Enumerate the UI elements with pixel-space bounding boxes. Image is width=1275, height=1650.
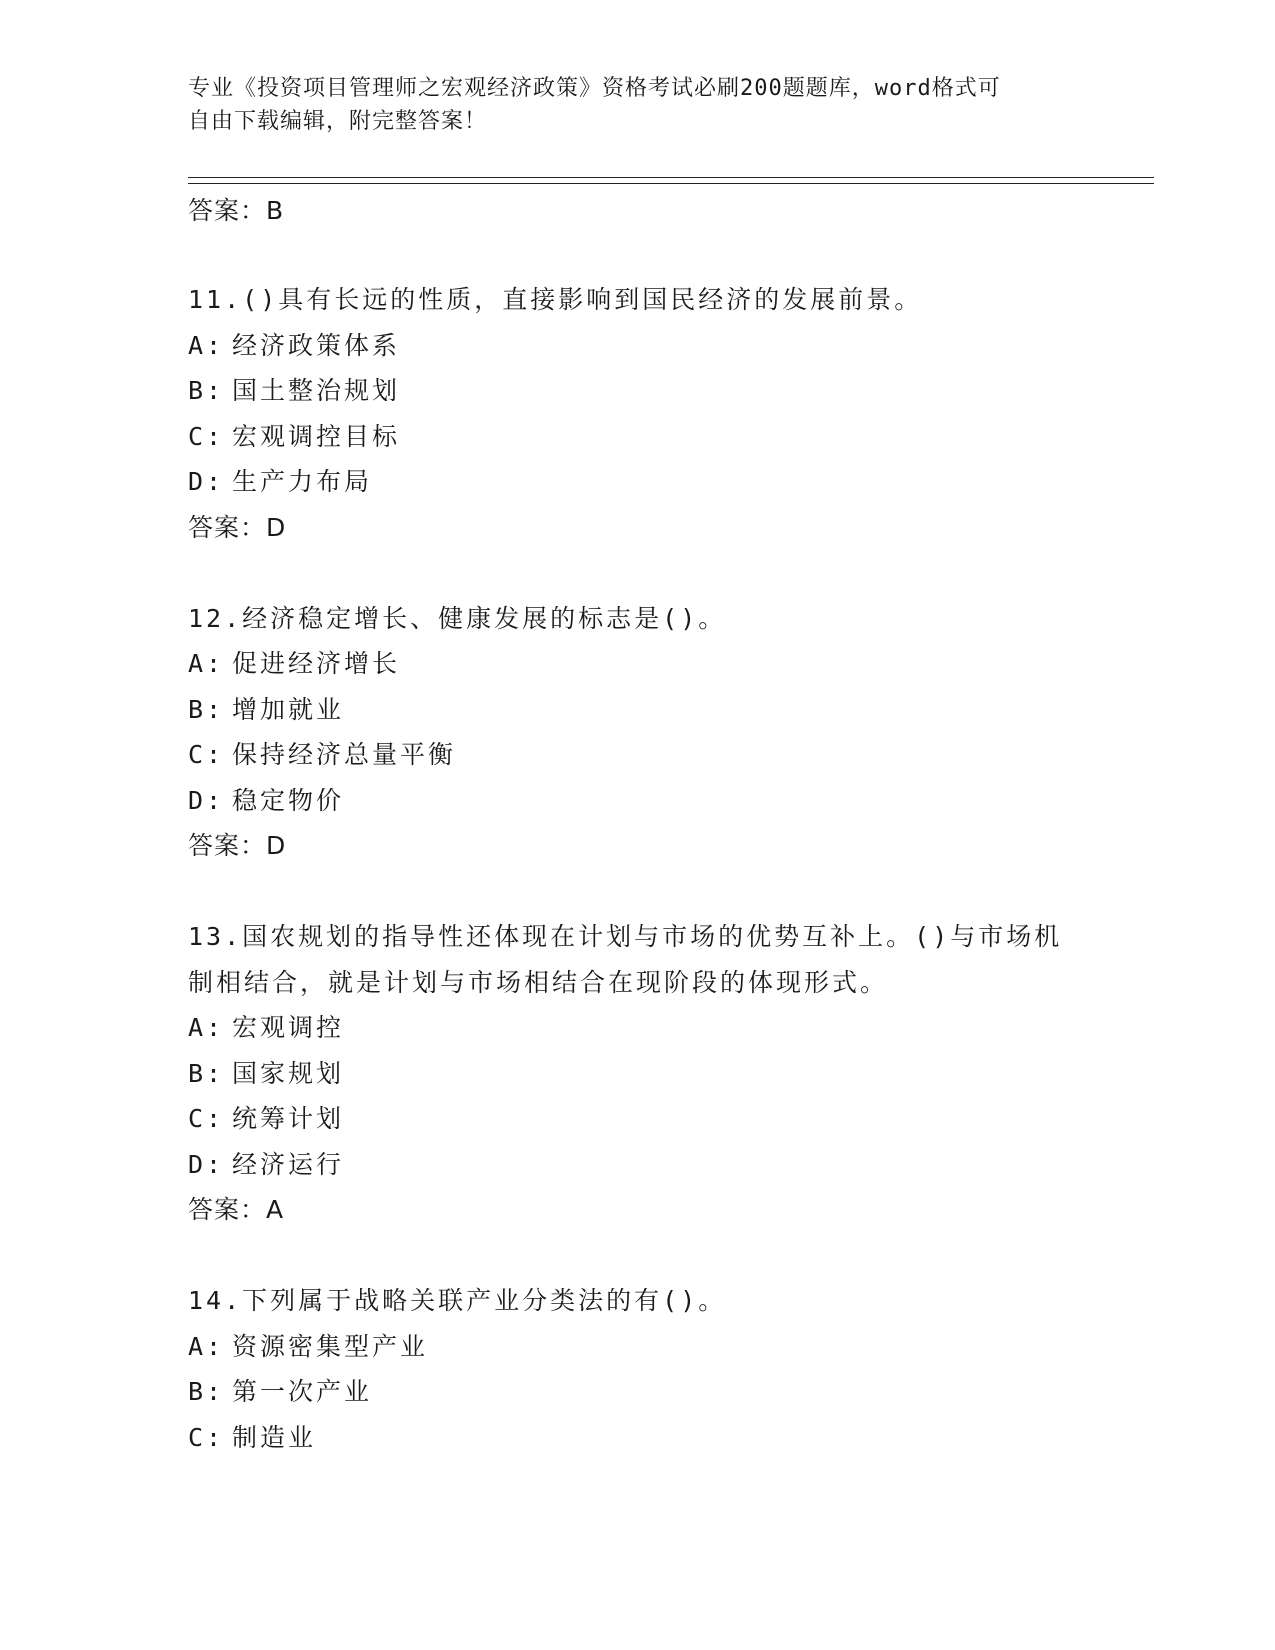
- previous-answer: 答案：B: [188, 196, 285, 225]
- option-text: 国家规划: [232, 1058, 345, 1088]
- option-letter: C:: [188, 1104, 225, 1133]
- option-c: [188, 732, 1088, 778]
- option-text: 促进经济增长: [232, 649, 401, 678]
- header-line-2: 自由下载编辑，附完整答案！: [188, 109, 488, 134]
- option-c: [188, 414, 1088, 460]
- question-stem: 13.国农规划的指导性还体现在计划与市场的优势互补上。()与市场机制相结合，就是计划与市场相结合在现阶段的体现形式。: [188, 922, 1063, 997]
- option-text: 宏观调控: [232, 1013, 345, 1042]
- option-text: 稳定物价: [232, 785, 345, 815]
- option-letter: B:: [188, 694, 225, 724]
- header-line-1: 专业《投资项目管理师之宏观经济政策》资格考试必刷200题题库，word格式可: [188, 76, 1001, 101]
- option-c: [188, 1096, 1088, 1142]
- question-12: [188, 596, 1088, 870]
- option-text: 生产力布局: [232, 467, 373, 496]
- option-text: 资源密集型产业: [232, 1331, 429, 1361]
- document-header: [188, 72, 1088, 138]
- option-text: 经济运行: [232, 1149, 345, 1179]
- option-d: [188, 1142, 1088, 1188]
- option-b: [188, 1369, 1088, 1415]
- option-a: [188, 1005, 1088, 1051]
- option-letter: B:: [188, 376, 225, 405]
- header-divider-top: [188, 177, 1154, 178]
- option-a: [188, 323, 1088, 369]
- option-letter: A:: [188, 1013, 225, 1042]
- option-b: [188, 1051, 1088, 1097]
- option-a: [188, 1324, 1088, 1370]
- option-text: 第一次产业: [232, 1377, 373, 1406]
- option-b: [188, 368, 1088, 414]
- option-text: 增加就业: [232, 694, 345, 724]
- option-text: 国土整治规划: [232, 376, 401, 405]
- option-letter: C:: [188, 1422, 225, 1452]
- header-divider-bottom: [188, 183, 1154, 184]
- question-answer: 答案：D: [188, 512, 287, 542]
- option-letter: A:: [188, 1331, 225, 1361]
- option-text: 统筹计划: [232, 1104, 345, 1133]
- option-c: [188, 1415, 1088, 1461]
- option-d: [188, 459, 1088, 505]
- question-13: [188, 914, 1088, 1233]
- option-letter: A:: [188, 330, 225, 360]
- option-b: [188, 687, 1088, 733]
- option-letter: C:: [188, 421, 225, 451]
- question-answer: 答案：D: [188, 831, 287, 860]
- option-letter: B:: [188, 1377, 225, 1406]
- option-text: 制造业: [232, 1422, 317, 1452]
- option-letter: D:: [188, 1149, 225, 1179]
- option-letter: D:: [188, 467, 225, 496]
- question-stem: 12.经济稳定增长、健康发展的标志是()。: [188, 603, 727, 633]
- option-d: [188, 778, 1088, 824]
- option-letter: B:: [188, 1058, 225, 1088]
- question-11: [188, 277, 1088, 551]
- option-letter: D:: [188, 785, 225, 815]
- option-letter: A:: [188, 649, 225, 678]
- question-14: [188, 1278, 1088, 1460]
- question-stem: 14.下列属于战略关联产业分类法的有()。: [188, 1286, 727, 1315]
- option-letter: C:: [188, 740, 225, 769]
- option-text: 经济政策体系: [232, 330, 401, 360]
- option-text: 保持经济总量平衡: [232, 740, 457, 769]
- option-text: 宏观调控目标: [232, 421, 401, 451]
- question-stem: 11.()具有长远的性质，直接影响到国民经济的发展前景。: [188, 285, 923, 314]
- question-answer: 答案：A: [188, 1195, 285, 1224]
- option-a: [188, 641, 1088, 687]
- question-list: [188, 188, 1088, 1460]
